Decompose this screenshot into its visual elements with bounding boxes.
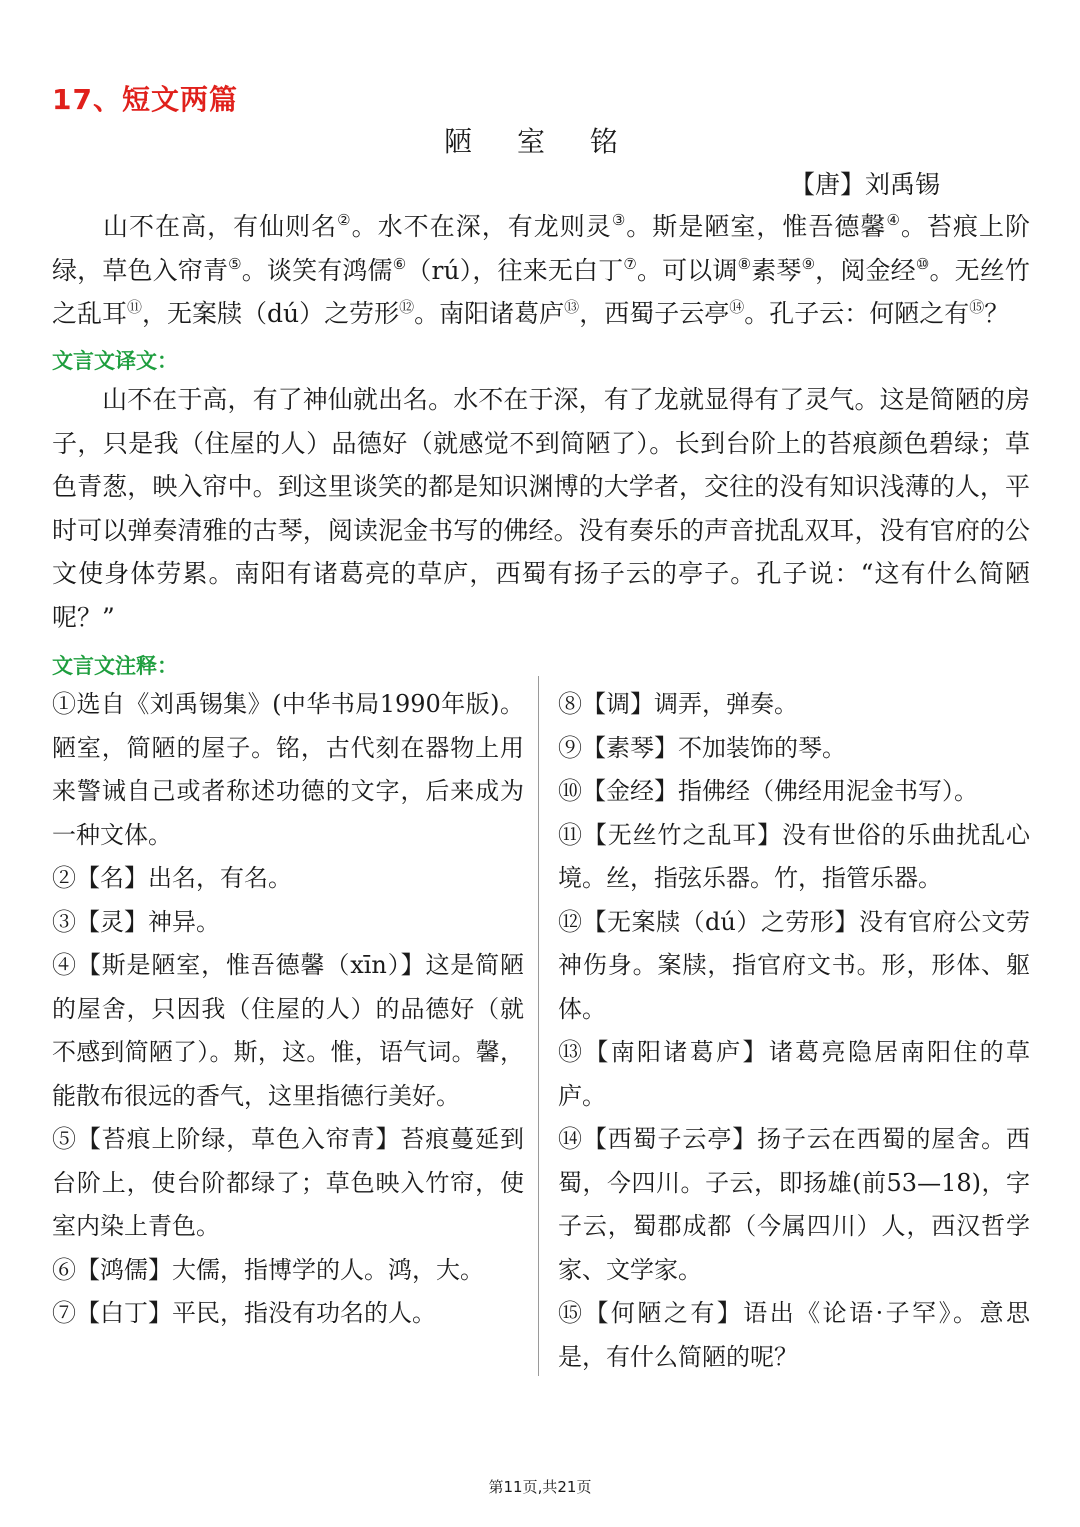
notes-left-column xyxy=(52,683,524,1336)
note-item: ④【斯是陋室，惟吾德馨（xīn）】这是简陋的屋舍，只因我（住屋的人）的品德好（就不感到简陋了）。斯，这。惟，语气词。馨，能散布很远的香气，这里指德行美好。 xyxy=(52,951,524,1110)
section-title: 17、短文两篇 xyxy=(52,83,238,116)
note-item: ⑥【鸿儒】大儒，指博学的人。鸿，大。 xyxy=(52,1255,484,1284)
footnote-marker: ⑮ xyxy=(969,298,985,316)
notes-right-column xyxy=(558,683,1030,1379)
poem-segment: 。南阳诸葛庐 xyxy=(414,299,565,328)
note-item: ⑦【白丁】平民，指没有功名的人。 xyxy=(52,1299,436,1327)
poem-segment: 。苔痕上阶绿，草色入帘青 xyxy=(52,212,1030,285)
note-item: ⑨【素琴】不加装饰的琴。 xyxy=(558,733,846,762)
footnote-marker: ④ xyxy=(886,211,901,229)
note-item: ⑮【何陋之有】语出《论语·子罕》。意思是，有什么简陋的呢？ xyxy=(558,1299,1030,1371)
notes-heading: 文言文注释： xyxy=(52,654,178,678)
poem-segment: ，西蜀子云亭 xyxy=(579,299,730,328)
poem-segment: ？ xyxy=(984,299,1010,328)
note-item: ⑩【金经】指佛经（佛经用泥金书写）。 xyxy=(558,777,978,805)
footnote-marker: ⑩ xyxy=(915,254,930,273)
note-item: ⑤【苔痕上阶绿，草色入帘青】苔痕蔓延到台阶上，使台阶都绿了；草色映入竹帘，使室内染上青色。 xyxy=(52,1125,524,1240)
poem-segment: 。无丝竹之乱耳 xyxy=(52,255,1030,328)
footnote-marker: ③ xyxy=(611,211,627,229)
poem-title: 陋 室 铭 xyxy=(444,125,636,158)
poem-segment: 素琴 xyxy=(751,255,802,285)
footnote-marker: ⑦ xyxy=(623,254,637,273)
note-item: ⑭【西蜀子云亭】扬子云在西蜀的屋舍。西蜀，今四川。子云，即扬雄(前53—18)，字子云，蜀郡成都（今属四川）人，西汉哲学家、文学家。 xyxy=(558,1125,1030,1284)
page-number: 第11页,共21页 xyxy=(488,1478,592,1496)
poem-text xyxy=(52,205,1030,336)
footnote-marker: ⑤ xyxy=(228,254,242,273)
footnote-marker: ⑨ xyxy=(801,254,816,273)
footnote-marker: ② xyxy=(337,211,352,229)
note-item: ⑪【无丝竹之乱耳】没有世俗的乐曲扰乱心境。丝，指弦乐器。竹，指管乐器。 xyxy=(558,820,1030,892)
note-item: ②【名】出名，有名。 xyxy=(52,864,292,892)
footnote-marker: ⑧ xyxy=(737,254,752,273)
translation-heading: 文言文译文： xyxy=(52,349,178,373)
footnote-marker: ⑭ xyxy=(729,298,745,316)
translation-text xyxy=(52,378,1030,639)
poem-segment: 山不在高，有仙则名 xyxy=(102,212,338,241)
footnote-marker: ⑬ xyxy=(564,298,580,316)
poem-segment: （rú），往来无白丁 xyxy=(406,255,624,285)
column-divider xyxy=(538,676,539,1376)
note-item: ③【灵】神异。 xyxy=(52,907,220,936)
poem-author: 【唐】刘禹锡 xyxy=(790,170,941,199)
note-item: ⑧【调】调弄，弹奏。 xyxy=(558,690,798,718)
note-item: ⑬【南阳诸葛庐】诸葛亮隐居南阳住的草庐。 xyxy=(558,1038,1030,1110)
note-item: ①选自《刘禹锡集》(中华书局1990年版)。陋室，简陋的屋子。铭，古代刻在器物上用来警诫自己或者称述功德的文字，后来成为一种文体。 xyxy=(52,690,524,849)
poem-segment: ，无案牍（dú）之劳形 xyxy=(142,299,400,328)
translation-body: 山不在于高，有了神仙就出名。水不在于深，有了龙就显得有了灵气。这是简陋的房子，只是我（住屋的人）品德好（就感觉不到简陋了）。长到台阶上的苔痕颜色碧绿；草色青葱，映入帘中。到这里谈笑的都是知识渊博的大学者，交往的没有知识浅薄的人，平时可以弹奏清雅的古琴，阅读泥金书写的佛经。没有奏乐的声音扰乱双耳，没有官府的公文使身体劳累。南阳有诸葛亮的草庐，西蜀有扬子云的亭子。孔子说：“这有什么简陋呢？” xyxy=(52,385,1030,632)
poem-segment: 。水不在深，有龙则灵 xyxy=(351,212,612,241)
poem-segment: ，阅金经 xyxy=(815,255,916,285)
poem-segment: 。斯是陋室，惟吾德馨 xyxy=(626,212,887,241)
footnote-marker: ⑪ xyxy=(127,298,143,316)
footnote-marker: ⑫ xyxy=(399,298,415,316)
poem-segment: 。可以调 xyxy=(636,255,738,285)
note-item: ⑫【无案牍（dú）之劳形】没有官府公文劳神伤身。案牍，指官府文书。形，形体、躯体。 xyxy=(558,907,1030,1023)
footnote-marker: ⑥ xyxy=(392,254,407,273)
poem-segment: 。孔子云：何陋之有 xyxy=(744,299,970,328)
poem-segment: 。谈笑有鸿儒 xyxy=(241,255,393,285)
